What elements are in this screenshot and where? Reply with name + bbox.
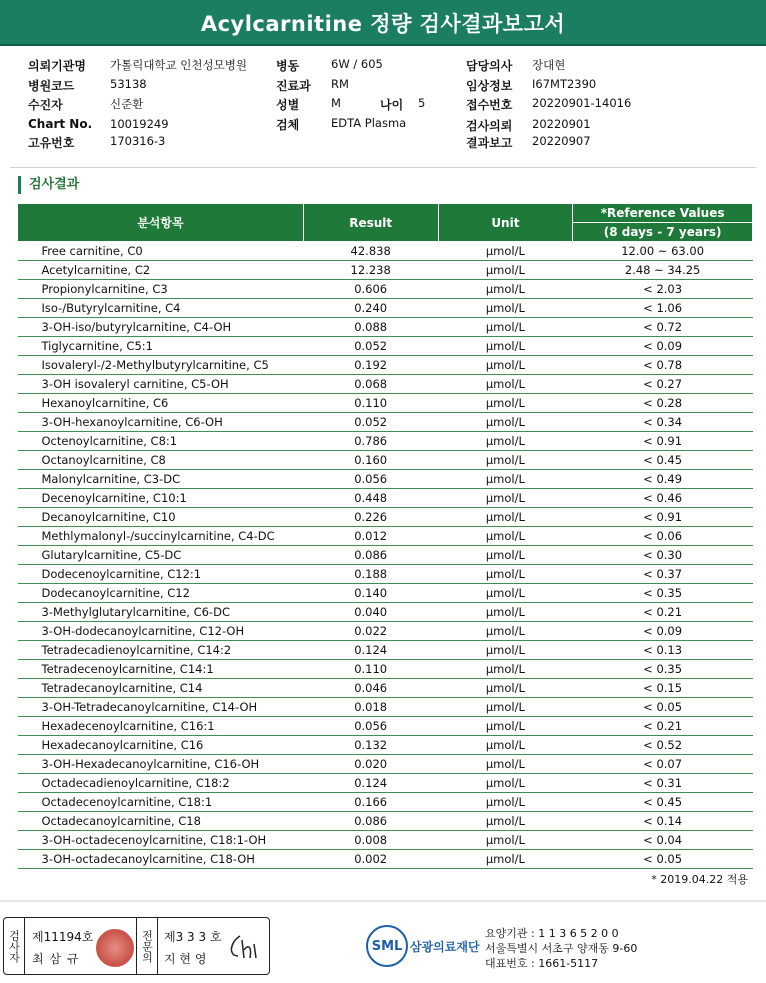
cell-analyte: Octenoylcarnitine, C8:1	[18, 432, 304, 451]
examiner-seal	[96, 929, 134, 967]
cell-result: 0.110	[303, 394, 438, 413]
cell-analyte: 3-OH isovaleryl carnitine, C5-OH	[18, 375, 304, 394]
cell-result: 0.188	[303, 565, 438, 584]
table-row	[18, 299, 753, 318]
cell-reference: < 2.03	[573, 280, 753, 299]
value-institution: 가톨릭대학교 인천성모병원	[110, 58, 247, 72]
table-row	[18, 432, 753, 451]
header-unit: Unit	[438, 204, 573, 242]
cell-unit: µmol/L	[438, 356, 573, 375]
label-receipt-no: 접수번호	[466, 98, 513, 112]
address-line: 서울특별시 서초구 양재동 9-60	[485, 942, 638, 955]
value-doctor: 장대현	[532, 58, 566, 72]
cell-result: 0.110	[303, 660, 438, 679]
signature-image	[226, 932, 262, 962]
value-hospital-code: 53138	[110, 77, 147, 91]
value-sex: M	[331, 96, 341, 110]
table-row	[18, 717, 753, 736]
table-row	[18, 413, 753, 432]
label-age: 나이	[380, 98, 404, 112]
cell-analyte: Glutarylcarnitine, C5-DC	[18, 546, 304, 565]
cell-unit: µmol/L	[438, 812, 573, 831]
cell-analyte: 3-OH-Tetradecanoylcarnitine, C14-OH	[18, 698, 304, 717]
label-sex: 성별	[276, 98, 300, 112]
cell-result: 0.088	[303, 318, 438, 337]
cell-analyte: 3-OH-Hexadecanoylcarnitine, C16-OH	[18, 755, 304, 774]
cell-reference: < 0.35	[573, 660, 753, 679]
org-address	[485, 926, 637, 971]
cell-analyte: Acetylcarnitine, C2	[18, 261, 304, 280]
value-department: RM	[331, 77, 349, 91]
label-unique-no: 고유번호	[28, 136, 75, 150]
cell-analyte: Free carnitine, C0	[18, 242, 304, 261]
cell-result: 0.040	[303, 603, 438, 622]
cell-unit: µmol/L	[438, 603, 573, 622]
cell-reference: < 0.21	[573, 603, 753, 622]
cell-analyte: Isovaleryl-/2-Methylbutyrylcarnitine, C5	[18, 356, 304, 375]
table-row	[18, 584, 753, 603]
cell-result: 0.056	[303, 717, 438, 736]
label-hospital-code: 병원코드	[28, 79, 75, 93]
cell-result: 0.052	[303, 413, 438, 432]
cell-analyte: 3-OH-octadecenoylcarnitine, C18:1-OH	[18, 831, 304, 850]
table-row	[18, 736, 753, 755]
cell-analyte: Hexadecenoylcarnitine, C16:1	[18, 717, 304, 736]
cell-analyte: Dodecenoylcarnitine, C12:1	[18, 565, 304, 584]
cell-result: 0.606	[303, 280, 438, 299]
cell-unit: µmol/L	[438, 584, 573, 603]
value-chart-no: 10019249	[110, 117, 169, 131]
cell-reference: < 0.13	[573, 641, 753, 660]
cell-result: 0.140	[303, 584, 438, 603]
label-chart-no: Chart No.	[28, 117, 93, 131]
title-underline	[0, 44, 766, 46]
table-row	[18, 698, 753, 717]
cell-unit: µmol/L	[438, 641, 573, 660]
label-specimen: 검체	[276, 118, 300, 132]
cell-reference: < 0.52	[573, 736, 753, 755]
value-age: 5	[418, 96, 426, 110]
cell-unit: µmol/L	[438, 831, 573, 850]
value-unique-no: 170316-3	[110, 134, 166, 148]
cell-result: 0.160	[303, 451, 438, 470]
specialist-name: 지 현 영	[164, 952, 207, 966]
footer-band	[0, 900, 766, 902]
label-department: 진료과	[276, 79, 311, 93]
cell-analyte: Iso-/Butyrylcarnitine, C4	[18, 299, 304, 318]
cell-result: 0.086	[303, 812, 438, 831]
cell-reference: < 0.14	[573, 812, 753, 831]
cell-reference: < 0.06	[573, 527, 753, 546]
cell-result: 0.124	[303, 641, 438, 660]
cell-analyte: 3-OH-hexanoylcarnitine, C6-OH	[18, 413, 304, 432]
table-row	[18, 660, 753, 679]
cell-reference: < 0.15	[573, 679, 753, 698]
cell-unit: µmol/L	[438, 451, 573, 470]
cell-unit: µmol/L	[438, 242, 573, 261]
label-institution: 의뢰기관명	[28, 59, 86, 73]
cell-result: 0.002	[303, 850, 438, 869]
cell-reference: < 0.45	[573, 793, 753, 812]
label-ward: 병동	[276, 59, 300, 73]
cell-reference: < 0.27	[573, 375, 753, 394]
cell-unit: µmol/L	[438, 717, 573, 736]
cell-reference: 12.00 ~ 63.00	[573, 242, 753, 261]
cell-analyte: 3-Methylglutarylcarnitine, C6-DC	[18, 603, 304, 622]
table-row	[18, 527, 753, 546]
cell-reference: < 0.35	[573, 584, 753, 603]
cell-reference: < 0.09	[573, 622, 753, 641]
cell-unit: µmol/L	[438, 375, 573, 394]
cell-analyte: 3-OH-octadecanoylcarnitine, C18-OH	[18, 850, 304, 869]
cell-analyte: Hexanoylcarnitine, C6	[18, 394, 304, 413]
value-specimen: EDTA Plasma	[331, 116, 407, 130]
cell-result: 12.238	[303, 261, 438, 280]
cell-result: 0.786	[303, 432, 438, 451]
table-row	[18, 812, 753, 831]
label-examinee: 수진자	[28, 98, 63, 112]
cell-reference: < 0.04	[573, 831, 753, 850]
cell-analyte: Decanoylcarnitine, C10	[18, 508, 304, 527]
cell-unit: µmol/L	[438, 489, 573, 508]
cell-analyte: Octadecadienoylcarnitine, C18:2	[18, 774, 304, 793]
table-row	[18, 318, 753, 337]
cell-unit: µmol/L	[438, 622, 573, 641]
cell-reference: < 0.34	[573, 413, 753, 432]
header-reference: *Reference Values	[573, 204, 753, 223]
cell-analyte: Tetradecenoylcarnitine, C14:1	[18, 660, 304, 679]
value-examinee: 신준환	[110, 97, 144, 111]
table-row	[18, 242, 753, 261]
table-row	[18, 489, 753, 508]
specialist-label	[136, 918, 158, 974]
cell-reference: < 0.72	[573, 318, 753, 337]
table-row	[18, 793, 753, 812]
table-row	[18, 850, 753, 869]
table-row	[18, 679, 753, 698]
cell-result: 0.068	[303, 375, 438, 394]
cell-analyte: Decenoylcarnitine, C10:1	[18, 489, 304, 508]
cell-analyte: Dodecanoylcarnitine, C12	[18, 584, 304, 603]
table-row	[18, 641, 753, 660]
cell-result: 0.020	[303, 755, 438, 774]
cell-unit: µmol/L	[438, 508, 573, 527]
cell-analyte: Octanoylcarnitine, C8	[18, 451, 304, 470]
cell-result: 0.008	[303, 831, 438, 850]
cell-result: 0.046	[303, 679, 438, 698]
sml-logo: SML	[366, 925, 408, 967]
examiner-label-text: 검사자	[7, 929, 21, 963]
cell-analyte: Tiglycarnitine, C5:1	[18, 337, 304, 356]
section-title: 검사결과	[18, 176, 79, 194]
cell-result: 0.240	[303, 299, 438, 318]
cell-reference: < 0.05	[573, 698, 753, 717]
cell-analyte: Propionylcarnitine, C3	[18, 280, 304, 299]
examiner-label	[4, 918, 25, 974]
cell-reference: < 0.49	[573, 470, 753, 489]
value-report-date: 20220907	[532, 134, 591, 148]
cell-result: 0.448	[303, 489, 438, 508]
cell-unit: µmol/L	[438, 546, 573, 565]
cell-unit: µmol/L	[438, 318, 573, 337]
cell-reference: < 0.45	[573, 451, 753, 470]
label-report-date: 결과보고	[466, 136, 513, 150]
cell-unit: µmol/L	[438, 299, 573, 318]
cell-analyte: 3-OH-iso/butyrylcarnitine, C4-OH	[18, 318, 304, 337]
examiner-name: 최 삼 규	[32, 952, 80, 966]
cell-unit: µmol/L	[438, 565, 573, 584]
cell-unit: µmol/L	[438, 337, 573, 356]
label-clinical-info: 임상정보	[466, 79, 513, 93]
header-result: Result	[303, 204, 438, 242]
cell-unit: µmol/L	[438, 755, 573, 774]
table-row	[18, 508, 753, 527]
cell-result: 0.022	[303, 622, 438, 641]
table-row	[18, 831, 753, 850]
cell-unit: µmol/L	[438, 698, 573, 717]
report-title-bar	[0, 0, 766, 46]
table-row	[18, 755, 753, 774]
cell-result: 0.124	[303, 774, 438, 793]
table-row	[18, 451, 753, 470]
cell-analyte: Tetradecanoylcarnitine, C14	[18, 679, 304, 698]
cell-reference: < 0.21	[573, 717, 753, 736]
table-row	[18, 280, 753, 299]
cell-unit: µmol/L	[438, 261, 573, 280]
cell-analyte: Methlymalonyl-/succinylcarnitine, C4-DC	[18, 527, 304, 546]
examiner-no: 제11194호	[32, 930, 94, 944]
value-request-date: 20220901	[532, 117, 591, 131]
address-line: 요양기관 : 1 1 3 6 5 2 0 0	[485, 927, 619, 940]
cell-unit: µmol/L	[438, 470, 573, 489]
value-receipt-no: 20220901-14016	[532, 96, 632, 110]
footnote: * 2019.04.22 적용	[651, 873, 748, 886]
address-line: 대표번호 : 1661-5117	[485, 957, 599, 970]
org-name: 삼광의료재단	[410, 940, 480, 954]
cell-analyte: Hexadecanoylcarnitine, C16	[18, 736, 304, 755]
cell-unit: µmol/L	[438, 432, 573, 451]
specialist-label-text: 전문의	[140, 929, 154, 963]
label-doctor: 담당의사	[466, 59, 513, 73]
table-row	[18, 774, 753, 793]
cell-unit: µmol/L	[438, 527, 573, 546]
cell-reference: < 0.46	[573, 489, 753, 508]
table-row	[18, 261, 753, 280]
cell-reference: < 0.05	[573, 850, 753, 869]
results-table	[17, 203, 753, 869]
value-ward: 6W / 605	[331, 57, 383, 71]
cell-result: 0.132	[303, 736, 438, 755]
divider	[10, 167, 756, 168]
cell-result: 0.052	[303, 337, 438, 356]
cell-result: 0.226	[303, 508, 438, 527]
cell-unit: µmol/L	[438, 679, 573, 698]
cell-analyte: Octadecanoylcarnitine, C18	[18, 812, 304, 831]
header-reference-sub: (8 days - 7 years)	[573, 223, 753, 242]
cell-unit: µmol/L	[438, 660, 573, 679]
label-request-date: 검사의뢰	[466, 119, 513, 133]
cell-unit: µmol/L	[438, 793, 573, 812]
cell-unit: µmol/L	[438, 736, 573, 755]
cell-result: 0.012	[303, 527, 438, 546]
cell-result: 0.056	[303, 470, 438, 489]
table-row	[18, 356, 753, 375]
cell-reference: 2.48 ~ 34.25	[573, 261, 753, 280]
cell-reference: < 0.91	[573, 432, 753, 451]
table-row	[18, 470, 753, 489]
cell-unit: µmol/L	[438, 280, 573, 299]
cell-reference: < 0.30	[573, 546, 753, 565]
table-row	[18, 603, 753, 622]
cell-reference: < 0.91	[573, 508, 753, 527]
cell-result: 0.166	[303, 793, 438, 812]
cell-reference: < 0.09	[573, 337, 753, 356]
report-title: Acylcarnitine 정량 검사결과보고서	[200, 12, 566, 36]
cell-reference: < 0.78	[573, 356, 753, 375]
cell-result: 42.838	[303, 242, 438, 261]
cell-reference: < 1.06	[573, 299, 753, 318]
cell-reference: < 0.37	[573, 565, 753, 584]
cell-analyte: 3-OH-dodecanoylcarnitine, C12-OH	[18, 622, 304, 641]
cell-result: 0.018	[303, 698, 438, 717]
cell-unit: µmol/L	[438, 394, 573, 413]
table-row	[18, 337, 753, 356]
value-clinical-info: I67MT2390	[532, 77, 597, 91]
cell-reference: < 0.28	[573, 394, 753, 413]
cell-analyte: Octadecenoylcarnitine, C18:1	[18, 793, 304, 812]
cell-unit: µmol/L	[438, 850, 573, 869]
signature-box	[3, 917, 270, 975]
table-row	[18, 622, 753, 641]
cell-reference: < 0.31	[573, 774, 753, 793]
table-row	[18, 375, 753, 394]
cell-reference: < 0.07	[573, 755, 753, 774]
table-row	[18, 546, 753, 565]
cell-unit: µmol/L	[438, 413, 573, 432]
cell-unit: µmol/L	[438, 774, 573, 793]
cell-result: 0.086	[303, 546, 438, 565]
header-item: 분석항목	[18, 204, 304, 242]
cell-result: 0.192	[303, 356, 438, 375]
cell-analyte: Malonylcarnitine, C3-DC	[18, 470, 304, 489]
cell-analyte: Tetradecadienoylcarnitine, C14:2	[18, 641, 304, 660]
table-row	[18, 565, 753, 584]
specialist-no: 제3 3 3 호	[164, 930, 222, 944]
table-row	[18, 394, 753, 413]
